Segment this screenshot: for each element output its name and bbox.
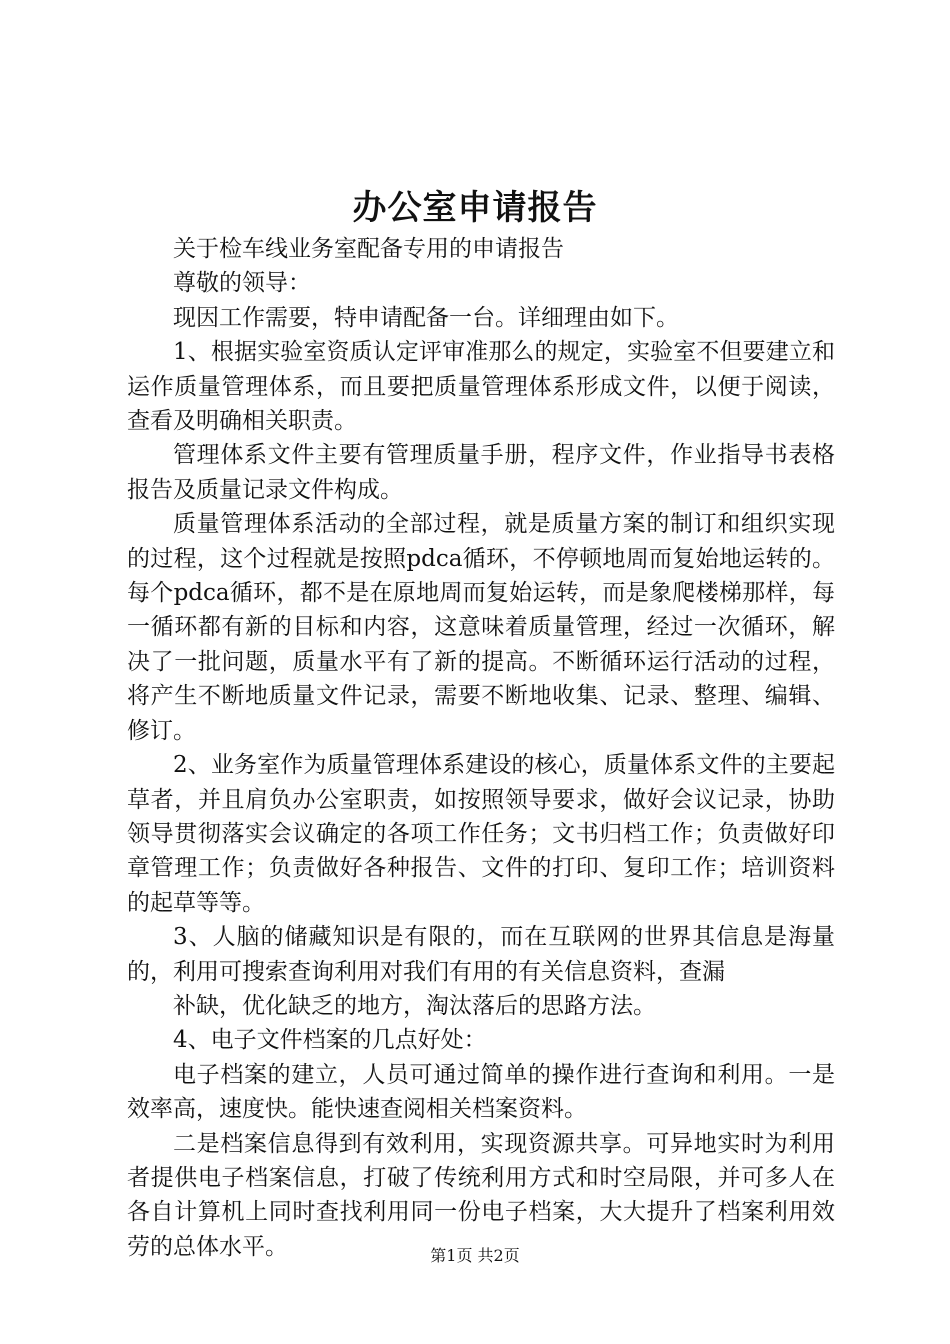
paragraph-subject: 关于检车线业务室配备专用的申请报告: [173, 236, 564, 262]
paragraph-reason-3-cont: 补缺，优化缺乏的地方，淘汰落后的思路方法。: [173, 992, 656, 1019]
paragraph-benefit-2: 二是档案信息得到有效利用，实现资源共享。可异地实时为利用者提供电子档案信息，打破了传统利用方式和时空局限，并可多人在各自计算机上同时查找利用同一份电子档案，大大提升了档案利用效劳的总体水平。: [127, 1130, 835, 1260]
paragraph-pdca: 质量管理体系活动的全部过程，就是质量方案的制订和组织实现的过程，这个过程就是按照pdca循环，不停顿地周而复始地运转的。每个pdca循环，都不是在原地周而复始运转，而是象爬楼梯那样，每一循环都有新的目标和内容，这意味着质量管理，经过一次循环，解决了一批问题，质量水平有了新的提高。不断循环运行活动的过程，将产生不断地质量文件记录，需要不断地收集、记录、整理、编辑、修订。: [127, 511, 835, 744]
paragraph-benefit-1: 电子档案的建立，人员可通过简单的操作进行查询和利用。一是效率高，速度快。能快速查阅相关档案资料。: [127, 1061, 835, 1123]
document-body: [127, 232, 835, 1264]
paragraph-reason-1: 1、根据实验室资质认定评审准那么的规定，实验室不但要建立和运作质量管理体系，而且要把质量管理体系形成文件，以便于阅读，查看及明确相关职责。: [127, 339, 835, 435]
paragraph-reason-4: 4、电子文件档案的几点好处：: [173, 1027, 487, 1054]
page-footer: 第1页 共2页: [430, 1246, 520, 1265]
paragraph-intro: 现因工作需要，特申请配备一台。详细理由如下。: [173, 304, 679, 331]
paragraph-system-docs: 管理体系文件主要有管理质量手册，程序文件，作业指导书表格报告及质量记录文件构成。: [127, 442, 835, 503]
page-title: 办公室申请报告: [352, 188, 598, 228]
paragraph-reason-3: 3、人脑的储藏知识是有限的，而在互联网的世界其信息是海量的，利用可搜索查询利用对我们有用的有关信息资料，查漏: [127, 924, 835, 985]
paragraph-reason-2: 2、业务室作为质量管理体系建设的核心，质量体系文件的主要起草者，并且肩负办公室职责，如按照领导要求，做好会议记录，协助领导贯彻落实会议确定的各项工作任务；文书归档工作；负责做好印章管理工作；负责做好各种报告、文件的打印、复印工作；培训资料的起草等等。: [127, 752, 835, 916]
paragraph-salutation: 尊敬的领导：: [173, 270, 311, 297]
